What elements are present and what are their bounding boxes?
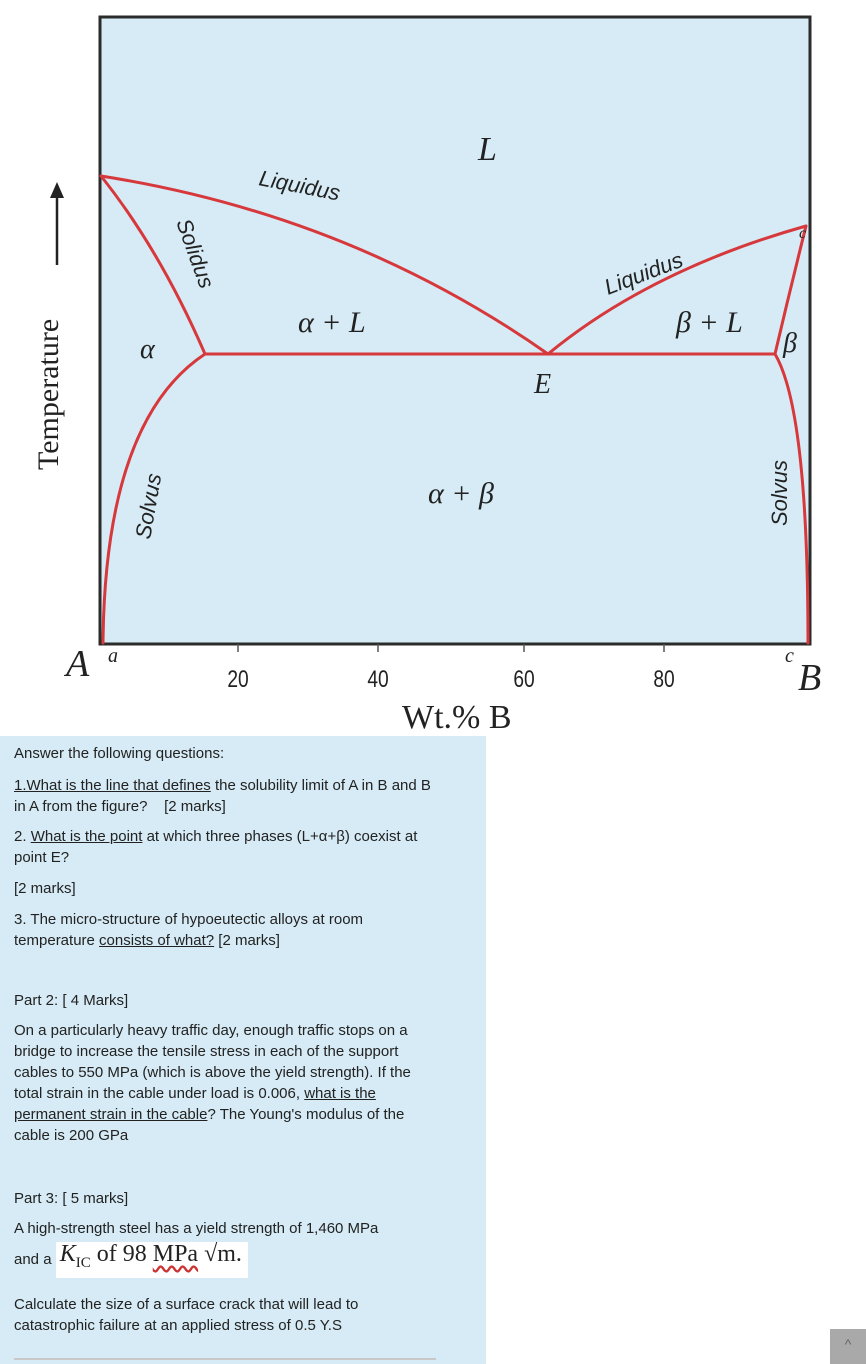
question-2-prefix: 2. xyxy=(14,828,31,845)
part-2-text xyxy=(14,1020,438,1146)
part-3-and-a: and a xyxy=(14,1250,52,1268)
chevron-up-icon: ^ xyxy=(844,1336,852,1352)
x-axis-label: Wt.% B xyxy=(402,699,512,736)
question-3 xyxy=(14,909,444,951)
scroll-up-button[interactable] xyxy=(830,1329,866,1364)
kic-symbol: K xyxy=(59,1241,76,1267)
region-beta-label: β xyxy=(783,328,797,359)
question-2 xyxy=(14,826,444,868)
question-3-text: 3. The micro-structure of hypoeutectic alloys at room temperature xyxy=(14,911,364,949)
x-tick-label-80: 80 xyxy=(653,664,675,693)
question-2-marks: [2 marks] xyxy=(14,880,76,897)
liquidus-right-label: Liquidus xyxy=(600,246,687,300)
corner-a-label: A xyxy=(66,643,90,685)
part-2-link[interactable]: what is the permanent strain in the cable xyxy=(14,1085,376,1123)
part-3-heading: Part 3: [ 5 marks] xyxy=(14,1190,129,1207)
corner-a-sub-label: a xyxy=(108,645,118,667)
intro-text: Answer the following questions: xyxy=(14,745,225,762)
solvus-right-label: Solvus xyxy=(767,459,792,526)
region-alpha-beta-label: α + β xyxy=(428,477,494,510)
y-axis-arrow-head xyxy=(50,182,64,198)
corner-b-label: B xyxy=(798,657,822,699)
question-1-link[interactable]: 1.What is the line that defines xyxy=(14,777,211,794)
region-alpha-l-label: α + L xyxy=(298,306,366,339)
point-e-label: E xyxy=(534,369,552,400)
question-3-marks: [2 marks] xyxy=(214,932,280,949)
part-3-line1: A high-strength steel has a yield strength of 1,460 MPa xyxy=(14,1220,379,1237)
region-liquid-label: L xyxy=(478,131,497,168)
question-1 xyxy=(14,775,444,817)
question-2-text: at which three phases (L+α+β) coexist at point E? xyxy=(14,828,418,866)
part-2-text-a: On a particularly heavy traffic day, enough traffic stops on a bridge to increase the tensile stress in each of the support cables to 550 MPa (which is above the yield strength). If the total strain in the cable under load is 0.006, xyxy=(14,1022,411,1102)
part-2-text-b: ? The Young's modulus of the cable is 200 GPa xyxy=(14,1106,405,1144)
kic-unit: MPa xyxy=(152,1241,199,1267)
kic-formula xyxy=(56,1242,248,1278)
x-tick-label-20: 20 xyxy=(227,664,249,693)
region-beta-l-label: β + L xyxy=(676,306,743,339)
solidus-label: Solidus xyxy=(171,215,220,292)
x-tick-label-60: 60 xyxy=(513,664,535,693)
y-axis-arrow xyxy=(50,182,64,265)
kic-root: √m. xyxy=(198,1241,242,1267)
kic-subscript: IC xyxy=(75,1254,91,1271)
part-3-kic-line xyxy=(14,1242,444,1278)
x-tick-label-40: 40 xyxy=(367,664,389,693)
solvus-left-label: Solvus xyxy=(130,471,167,541)
y-axis-label: Temperature xyxy=(32,318,65,470)
corner-c-sub-label: c xyxy=(785,645,794,667)
part-3-calc: Calculate the size of a surface crack that will lead to catastrophic failure at an applied stress of 0.5 Y.S xyxy=(14,1296,359,1334)
question-3-link[interactable]: consists of what? xyxy=(99,932,215,949)
question-1-text: the solubility limit of A in B and B in A from the figure? xyxy=(14,777,431,815)
region-alpha-label: α xyxy=(140,334,155,365)
part-2-heading: Part 2: [ 4 Marks] xyxy=(14,992,129,1009)
question-2-link[interactable]: What is the point xyxy=(30,828,143,845)
input-bottom-border xyxy=(14,1358,436,1360)
liquidus-left-label: Liquidus xyxy=(257,165,343,206)
question-1-marks: [2 marks] xyxy=(164,798,226,815)
point-c-label: c xyxy=(799,225,807,242)
kic-of: of 98 xyxy=(90,1241,153,1267)
